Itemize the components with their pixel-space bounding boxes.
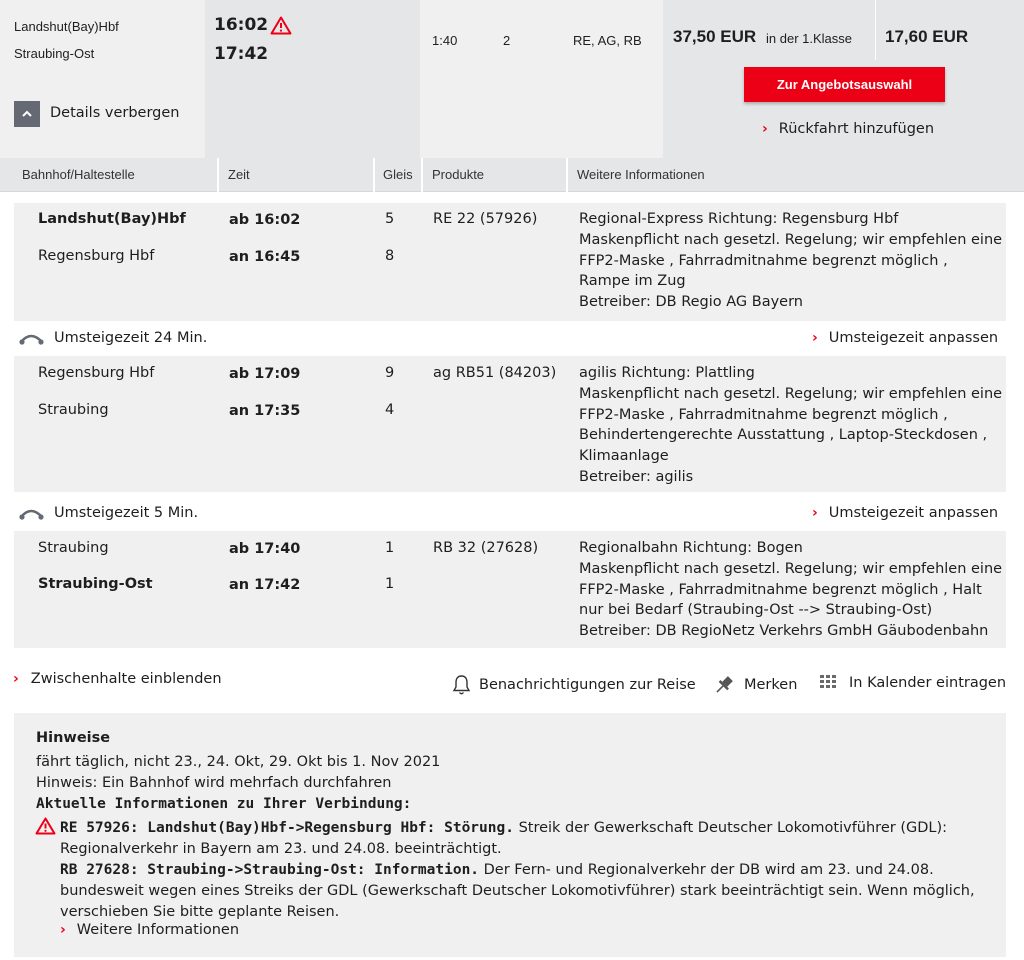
column-header-info: Weitere Informationen (577, 167, 705, 182)
warning-icon (35, 817, 56, 835)
more-information-label: Weitere Informationen (76, 922, 240, 938)
column-separator (217, 158, 219, 192)
adjust-transfer-time-label: Umsteigezeit anpassen (828, 330, 999, 346)
calendar-icon (818, 673, 840, 693)
info-line: agilis Richtung: Plattling (579, 365, 755, 381)
segment-arrival-time: an 16:45 (229, 249, 301, 265)
price-second-class: 17,60 EUR (885, 27, 969, 46)
disruption-message-text: Regionalverkehr in Bayern am 23. und 24.08. beeinträchtigt. (60, 841, 502, 857)
disruption-message-text: Streik der Gewerkschaft Deutscher Lokomotivführer (GDL): (518, 820, 947, 836)
bookmark-link[interactable] (713, 674, 797, 696)
price-first-class: 37,50 EUR (673, 27, 757, 46)
segment-info (579, 209, 1009, 313)
segment-departure-platform: 9 (385, 365, 395, 381)
column-separator (373, 158, 375, 192)
notifications-link[interactable] (452, 674, 696, 696)
column-separator (566, 158, 568, 192)
segment-departure-platform: 1 (385, 540, 395, 556)
segment-arrival-station: Regensburg Hbf (38, 248, 155, 264)
show-intermediate-stops-label: Zwischenhalte einblenden (30, 671, 222, 687)
details-toggle-label[interactable]: Details verbergen (50, 105, 180, 121)
segment-departure-time: ab 16:02 (229, 212, 301, 228)
segment-departure-station: Landshut(Bay)Hbf (38, 211, 186, 227)
notes-station-line: Hinweis: Ein Bahnhof wird mehrfach durchfahren (36, 775, 392, 791)
segment-info (579, 538, 1009, 642)
bookmark-label: Merken (744, 677, 798, 693)
notes-title: Hinweise (36, 730, 111, 746)
adjust-transfer-time-label: Umsteigezeit anpassen (828, 505, 999, 521)
info-line: Betreiber: DB RegioNetz Verkehrs GmbH Gäubodenbahn (579, 623, 989, 640)
chevron-right-icon: › (60, 922, 66, 938)
info-line: Maskenpflicht nach gesetzl. Regelung; wir empfehlen eine (579, 385, 1003, 402)
adjust-transfer-time-link[interactable] (812, 330, 998, 346)
segment-departure-station: Regensburg Hbf (38, 365, 155, 381)
more-information-link[interactable] (60, 922, 239, 938)
segment-arrival-station: Straubing (38, 402, 109, 418)
segment-departure-time: ab 17:40 (229, 541, 301, 557)
add-return-trip-link[interactable] (762, 121, 934, 137)
transfer-walk-icon (18, 506, 45, 520)
table-header (0, 158, 1024, 192)
info-line: Betreiber: DB Regio AG Bayern (579, 294, 803, 311)
column-header-time: Zeit (228, 167, 250, 182)
summary-to-station: Straubing-Ost (14, 46, 95, 61)
chevron-right-icon: › (13, 671, 19, 687)
calendar-label: In Kalender eintragen (849, 675, 1007, 691)
disruption-message-title: RE 57926: Landshut(Bay)Hbf->Regensburg Hbf: Störung. (60, 820, 514, 836)
offer-selection-button[interactable]: Zur Angebotsauswahl (744, 67, 945, 102)
summary-products: RE, AG, RB (573, 33, 642, 48)
information-message (60, 860, 1000, 881)
segment-arrival-station: Straubing-Ost (38, 576, 153, 592)
column-header-platform: Gleis (383, 167, 413, 182)
current-info-title: Aktuelle Informationen zu Ihrer Verbindung: (36, 796, 412, 812)
price-divider (875, 0, 876, 60)
segment-info (579, 363, 1009, 488)
show-intermediate-stops-link[interactable] (13, 671, 222, 687)
warning-icon (270, 16, 292, 35)
info-line: Regionalbahn Richtung: Bogen (579, 540, 803, 556)
transfer-time-label: Umsteigezeit 5 Min. (54, 505, 199, 521)
chevron-up-icon (20, 107, 34, 121)
notifications-label: Benachrichtigungen zur Reise (479, 677, 696, 693)
disruption-message (60, 818, 1000, 839)
segment-departure-station: Straubing (38, 540, 109, 556)
notes-schedule-line: fährt täglich, nicht 23., 24. Okt, 29. Okt bis 1. Nov 2021 (36, 754, 441, 770)
info-line: Regional-Express Richtung: Regensburg Hbf (579, 211, 899, 227)
pin-icon (713, 674, 735, 696)
chevron-right-icon: › (812, 330, 818, 346)
summary-departure-time: 16:02 (214, 15, 269, 35)
segment-product: ag RB51 (84203) (433, 365, 557, 381)
segment-arrival-platform: 8 (385, 248, 395, 264)
chevron-right-icon: › (812, 505, 818, 521)
column-header-products: Produkte (432, 167, 485, 182)
information-message-title: RB 27628: Straubing->Straubing-Ost: Information. (60, 862, 480, 878)
info-line: FFP2-Maske , Fahrradmitnahme begrenzt möglich , Halt (579, 581, 982, 598)
information-message-text: Der Fern- und Regionalverkehr der DB wird am 23. und 24.08. (483, 862, 934, 878)
chevron-right-icon: › (762, 121, 768, 137)
bell-icon (452, 674, 471, 696)
adjust-transfer-time-link[interactable] (812, 505, 998, 521)
summary-changes: 2 (503, 33, 511, 48)
information-message-text: bundesweit wegen eines Streiks der GDL (Gewerkschaft Deutscher Lokomotivführer) stark beeinträchtigt sein. Wenn möglich, (60, 883, 975, 899)
segment-product: RB 32 (27628) (433, 540, 539, 556)
segment-departure-platform: 5 (385, 211, 395, 227)
info-line: nur bei Bedarf (Straubing-Ost --> Straubing-Ost) (579, 602, 933, 619)
segment-arrival-platform: 4 (385, 402, 395, 418)
info-line: Maskenpflicht nach gesetzl. Regelung; wir empfehlen eine (579, 560, 1003, 577)
transfer-walk-icon (18, 331, 45, 345)
info-line: FFP2-Maske , Fahrradmitnahme begrenzt möglich , (579, 406, 948, 423)
add-return-trip-label: Rückfahrt hinzufügen (778, 121, 935, 137)
segment-arrival-time: an 17:42 (229, 577, 301, 593)
price-first-class-note: in der 1.Klasse (766, 31, 852, 46)
column-separator (421, 158, 423, 192)
details-toggle-button[interactable] (14, 101, 40, 127)
summary-arrival-time: 17:42 (214, 44, 269, 64)
summary-duration: 1:40 (432, 33, 458, 48)
summary-from-station: Landshut(Bay)Hbf (14, 19, 119, 34)
info-line: Betreiber: agilis (579, 468, 694, 485)
calendar-link[interactable] (818, 673, 1006, 693)
transfer-time-label: Umsteigezeit 24 Min. (54, 330, 208, 346)
segment-product: RE 22 (57926) (433, 211, 538, 227)
info-line: Rampe im Zug (579, 273, 686, 290)
info-line: Klimaanlage (579, 448, 669, 465)
column-header-station: Bahnhof/Haltestelle (22, 167, 135, 182)
info-line: FFP2-Maske , Fahrradmitnahme begrenzt möglich , (579, 252, 948, 269)
info-line: Behindertengerechte Ausstattung , Laptop-Steckdosen , (579, 427, 988, 444)
segment-arrival-platform: 1 (385, 576, 395, 592)
segment-departure-time: ab 17:09 (229, 366, 301, 382)
segment-arrival-time: an 17:35 (229, 403, 301, 419)
information-message-text: verschieben Sie bitte geplante Reisen. (60, 904, 340, 920)
info-line: Maskenpflicht nach gesetzl. Regelung; wir empfehlen eine (579, 231, 1003, 248)
